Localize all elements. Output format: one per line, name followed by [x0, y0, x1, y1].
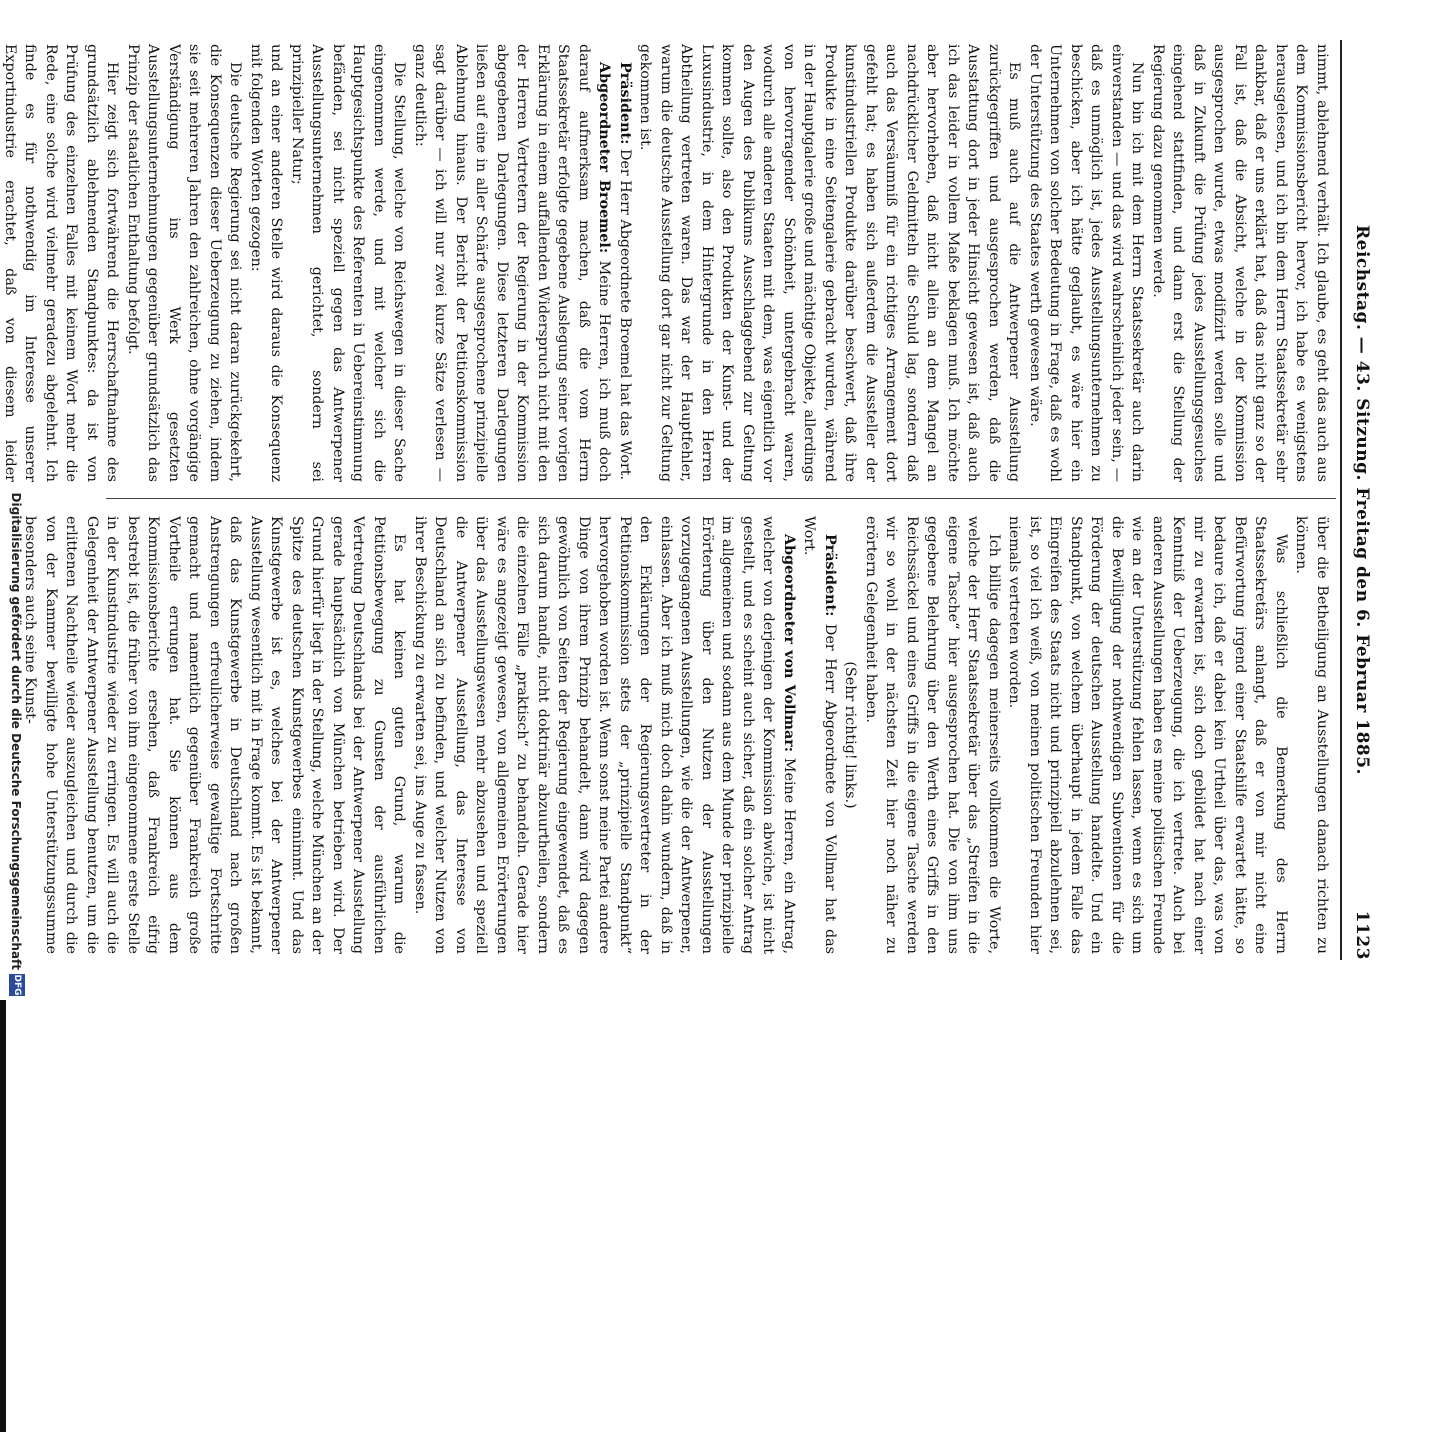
- paragraph-text: Die deutsche Regierung sei nicht daran zurückgekehrt, die Konsequenzen dieser Ueberzeugung zu ziehen, indem sie seit mehreren Jahren den zahlreichen, ohne vorgängige Verständigung ins Werk gesetzten Ausstellungsunternehmungen gegenüber grundsätzlich das Prinzip der staatlichen Enthaltung befolgt.: [125, 44, 244, 482]
- left-column: [2, 44, 1332, 482]
- paragraph: [1025, 44, 1148, 482]
- speaker-name: Abgeordneter Broemel:: [596, 62, 613, 254]
- dfg-logo: DFG: [9, 974, 25, 996]
- paragraph-text: Was schließlich die Bemerkung des Herrn Staatssekretärs anlangt, daß er von mir nicht eine Befürwortung irgend einer Staatshilfe erwartet hätte, so bedaure ich, daß er dabei kein Urtheil über das, was von mir zu erwarten ist, sich doch gebildet hat nach einer Kenntniß der Ueberzeugung, die ich vertrete. Auch bei anderen Ausstellungen haben es meine politischen Freunde wie an der Unterstützung fehlen lassen, wenn es sich um die Bewilligung der nothwendigen Subventionen für die Förderung der deutschen Ausstellung handelte. Und ein Standpunkt, von welchem überhaupt in jedem Falle das Eingreifen des Staats nicht und prinzipiell abzulehnen sei, ist, so viel ich weiß, von meinen politischen Freunden hier niemals vertreten worden.: [1006, 516, 1289, 954]
- paragraph: [799, 516, 840, 954]
- paragraph: [20, 516, 410, 954]
- speaker-name: Präsident:: [822, 534, 838, 617]
- paragraph-text: Nun bin ich mit dem Herrn Staatssekretär auch darin einverstanden — und das wird wahrscheinlich jeder sein, — daß es unmöglich ist, jedes Ausstellungsunternehmen zu beschicken, aber ich hätte geglaubt, es wäre hier ein Unternehmen von solcher Bedeutung in Frage, daß es wohl der Unterstützung des Staates werth gewesen wäre.: [1027, 44, 1146, 482]
- paragraph: [1148, 44, 1333, 482]
- paragraph-text: über die Betheiligung an Ausstellungen danach richten zu können.: [1293, 516, 1330, 954]
- paragraph: [123, 44, 246, 482]
- page-header: [1346, 40, 1372, 960]
- paragraph-text: Ich billige dagegen meinerseits vollkommen die Worte, welche der Herr Staatssekretär über das „Streifen in die eigene Tasche“ hier ausgesprochen hat. Die von ihm uns gegebene Belehrung über den Werth eines Griffs in den Reichssäckel und eines Griffs in die eigene Tasche werden wir so wohl in der nächsten Zeit hier noch näher zu erörtern Gelegenheit haben.: [863, 516, 1002, 954]
- funding-note: Digitalisierung gefördert durch die Deutsche Forschungsgemeinschaft: [9, 492, 23, 970]
- paragraph: [246, 44, 287, 482]
- paragraph-text: Meine Herren, ein Antrag, welcher von derjenigen der Kommission abwiche, ist nicht gestellt, und es scheint auch sicher, daß ein solcher Antrag im allgemeinen und sodann aus dem Munde der prinzipielle Erörterung über den Nutzen der Ausstellungen vorzugegangenen Ausstellungen, wie die der Antwerpener, einlassen. Aber ich muß mich doch dahin wundern, daß in den Erklärungen der Regierungsvertreter in der Petitionskommission stets der „prinzipielle Standpunkt“ hervorgehoben worden ist. Wenn sonst meine Partei andere Dinge von ihrem Prinzip behandelt, dann wird dagegen gewöhnlich von Seiten der Regierung eingewendet, daß es sich darum handle, nicht doktrinär abzuurtheilen, sondern die einzelnen Fälle „praktisch“ zu behandeln. Gerade hier wäre es angezeigt gewesen, von allgemeinen Erörterungen über das Ausstellungswesen mehr abzusehen und speziell die Antwerpener Ausstellung, das Interesse von Deutschland an sich zu befinden, und welcher Nutzen von ihrer Beschickung zu erwarten sei, ins Auge zu fassen.: [412, 516, 797, 954]
- paragraph: [410, 516, 800, 954]
- paragraph: [410, 44, 615, 482]
- paragraph-text: nimmt, ablehnend verhält. Ich glaube, es geht das auch aus dem Kommissionsbericht hervor, ich habe es wenigstens herausgelesen, und ich bin dem Herrn Staatssekretär sehr dankbar, daß er uns erklärt hat, daß das nicht ganz so der Fall ist, daß die Absicht, welche in der Kommission ausgesprochen wurde, etwas modifizirt werden solle und daß in Zukunft die Prüfung jedes Ausstellungsgesuches eingehend stattfinden, und dann erst die Stellung der Regierung dazu genommen werde.: [1150, 44, 1330, 482]
- paragraph: [1004, 516, 1291, 954]
- page-number: 1123: [1352, 910, 1372, 960]
- running-title: Reichstag. — 43. Sitzung. Freitag den 6. Februar 1885.: [1352, 225, 1372, 775]
- paragraph: [615, 44, 636, 482]
- speaker-name: Abgeordneter von Vollmar:: [781, 534, 797, 753]
- column-divider: [106, 498, 1336, 499]
- paragraph-text: Die Stellung, welche von Reichswegen in dieser Sache eingenommen werde, und mit welcher sich die Hauptgesichtspunkte des Referenten in Uebereinstimmung befänden, sei nicht speziell gegen das Antwerpener Ausstellungsunternehmen gerichtet, sondern sei prinzipieller Natur;: [289, 44, 408, 482]
- paragraph: [840, 516, 861, 954]
- speaker-name: Präsident:: [617, 62, 633, 145]
- paragraph: [287, 44, 410, 482]
- paragraph-text: Es hat keinen guten Grund, warum die Petitionsbewegung zu Gunsten der ausführlichen Vertretung Deutschlands bei der Antwerpener Ausstellung gerade hauptsächlich von München betrieben wird. Der Grund hierfür liegt in der Stellung, welche München an der Spitze des deutschen Kunstgewerbes einnimmt. Und das Kunstgewerbe ist es, welches bei der Antwerpener Ausstellung wesentlich mit in Frage kommt. Es ist bekannt, daß das Kunstgewerbe in Deutschland nach großen Anstrengungen erfreulicherweise gewaltige Fortschritte gemacht und namentlich gegenüber Frankreich große Vortheile errungen hat. Sie können aus dem Kommissionsberichte ersehen, daß Frankreich eifrig bestrebt ist, die früher von ihm eingenommene erste Stelle in der Kunstindustrie wieder zu erringen. Es will auch die Gelegenheit der Antwerpener Ausstellung benutzen, um die erlittenen Nachtheile wieder auszugleichen und durch die von der Kammer bewilligte hohe Unterstützungssumme besonders auch seine Kunst-: [22, 516, 408, 954]
- paragraph: [861, 516, 1005, 954]
- paragraph-text: Hier zeigt sich fortwährend die Herrschaftnahme des grundsätzlich ablehnenden Standpunktes: da ist von Prüfung des einzelnen Falles mit keinem Wort mehr die Rede, eine solche wird vielmehr geradezu abgelehnt. Ich finde es für nothwendig im Interesse unserer Exportindustrie erachtet, daß von diesem leider: [2, 44, 121, 482]
- right-column: [22, 516, 1332, 954]
- header-rule: [1340, 40, 1342, 960]
- page-footer: [3, 0, 27, 1000]
- paragraph-text: und an einer anderen Stelle wird daraus die Konsequenz mit folgenden Worten gezogen:: [248, 44, 285, 482]
- paragraph-text: Meine Herren, ich muß doch darauf aufmerksam machen, daß die vom Herrn Staatssekretär erfolgte gegebene Auslegung seiner vorigen Erklärung in einem auffallenden Widerspruch nicht mit den der Herren Vertretern der Regierung in der Kommission abgegebenen Darlegungen. Diese letzteren Darlegungen ließen auf eine in aller Schärfe ausgesprochene prinzipielle Ablehnung hinaus. Der Bericht der Petitionskommission sagt darüber — ich will nur zwei kurze Sätze verlesen — ganz deutlich:: [412, 44, 613, 482]
- paragraph-text: Es muß auch auf die Antwerpener Ausstellung zurückgegriffen und ausgesprochen werden, daß die Ausstattung dort in jeder Hinsicht gewesen ist, daß auch ich das leider in vollem Maße beklagen muß. Ich möchte aber hervorheben, daß nicht allein an dem Mangel an nachdrücklicher Geldmitteln die Schuld lag, sondern daß auch das Versäumniß für ein richtiges Arrangement dort gefehlt hat; es haben sich außerdem die Aussteller der kunstindustriellen Produkte darüber beschwert, daß ihre Produkte in eine Seitengalerie gebracht wurden, während in der Hauptgalerie große und mächtige Objekte, allerdings von hervorragender Schönheit, untergebracht waren, wodurch alle anderen Staaten mit dem, was eigentlich vor den Augen des Publikums Ausschlaggebend zur Geltung kommen sollte, also den Produkten der Kunst- und der Luxusindustrie, in dem Hintergrunde in den Herren Abtheilung vertreten waren. Das war der Hauptfehler, warum die deutsche Ausstellung dort gar nicht zur Geltung gekommen ist.: [637, 44, 1023, 482]
- paragraph-text: (Sehr richtig! links.): [842, 661, 859, 809]
- paragraph-text: Der Herr Abgeordnete Broemel hat das Wort.: [617, 144, 633, 481]
- paragraph: [635, 44, 1025, 482]
- paragraph-text: Der Herr Abgeordnete von Vollmar hat das Wort.: [801, 516, 838, 954]
- paragraph: [1291, 516, 1332, 954]
